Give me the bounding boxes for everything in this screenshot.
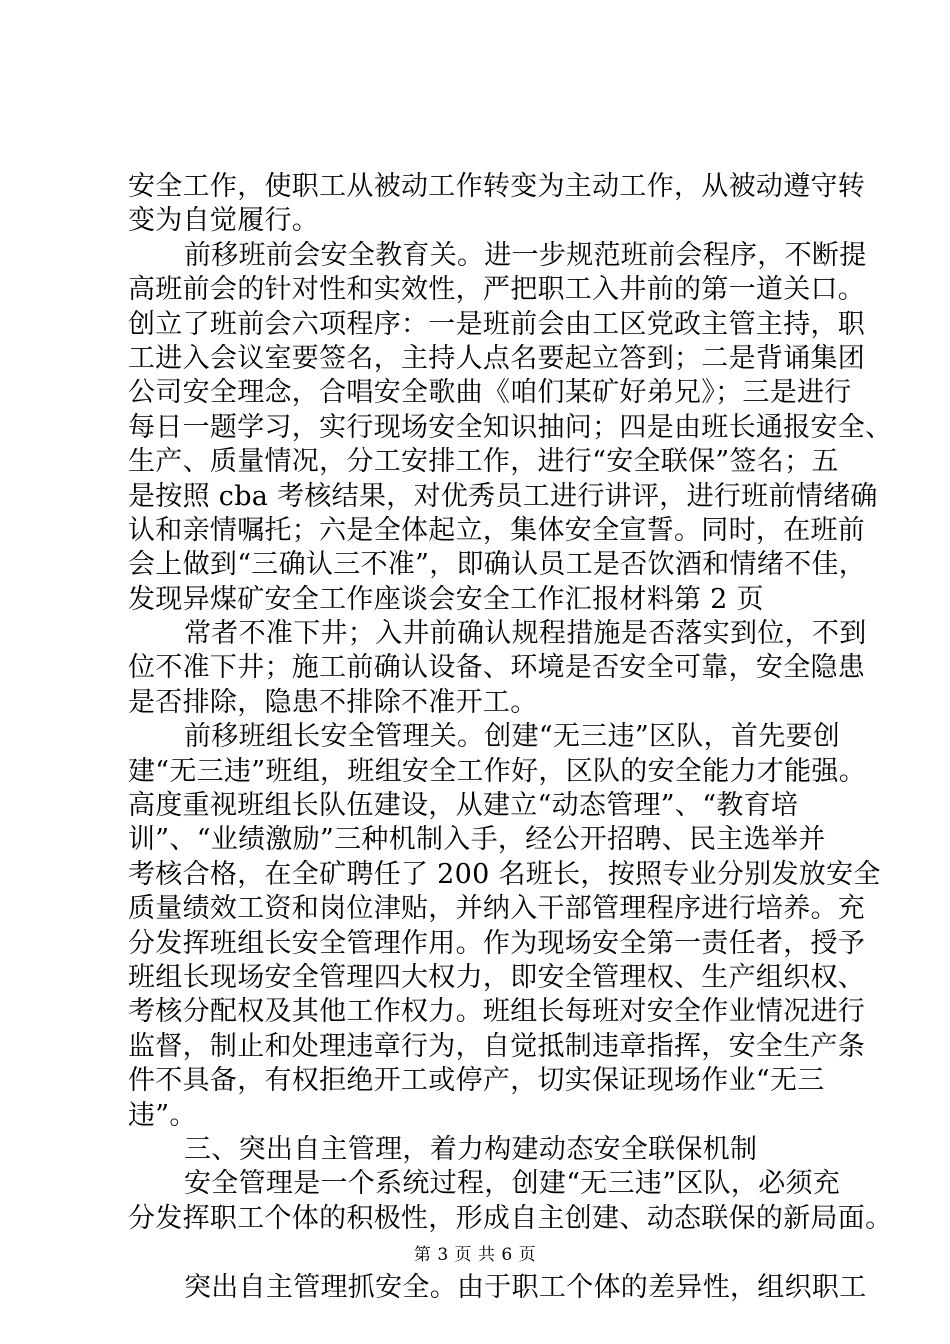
page-footer: 第 3 页 共 6 页: [413, 1245, 537, 1265]
text-line: 训”、“业绩激励”三种机制入手，经公开招聘、民主选举并: [128, 824, 826, 856]
text-line: 是按照 cba 考核结果，对优秀员工进行讲评，进行班前情绪确: [128, 480, 878, 512]
text-line: 质量绩效工资和岗位津贴，并纳入干部管理程序进行培养。充: [128, 893, 866, 925]
text-line: 考核合格，在全矿聘任了 200 名班长，按照专业分别发放安全: [128, 858, 881, 890]
text-line: 违”。: [128, 1099, 197, 1131]
text-line: 监督，制止和处理违章行为，自觉抵制违章指挥，安全生产条: [128, 1030, 866, 1062]
text-line: 件不具备，有权拒绝开工或停产，切实保证现场作业“无三: [128, 1065, 825, 1097]
section-heading: 三、突出自主管理，着力构建动态安全联保机制: [184, 1133, 758, 1165]
document-body: [128, 170, 893, 1305]
text-line: 公司安全理念，合唱安全歌曲《咱们某矿好弟兄》；三是进行: [128, 377, 852, 409]
text-line: 创立了班前会六项程序：一是班前会由工区党政主管主持，职: [128, 308, 866, 340]
text-line: 会上做到“三确认三不准”，即确认员工是否饮酒和情绪不佳，: [128, 549, 867, 581]
text-line: 发现异煤矿安全工作座谈会安全工作汇报材料第 2 页: [128, 583, 764, 615]
text-line: 生产、质量情况，分工安排工作，进行“安全联保”签名；五: [128, 446, 839, 478]
text-line: 每日一题学习，实行现场安全知识抽问；四是由班长通报安全、: [128, 411, 893, 443]
text-line: 认和亲情嘱托；六是全体起立，集体安全宣誓。同时，在班前: [128, 514, 866, 546]
text-line: 建“无三违”班组，班组安全工作好，区队的安全能力才能强。: [128, 755, 867, 787]
paragraph-start-line: 突出自主管理抓安全。由于职工个体的差异性，组织职工: [184, 1271, 867, 1303]
paragraph-start-line: 安全管理是一个系统过程，创建“无三违”区队，必须充: [184, 1168, 841, 1200]
text-line: 工进入会议室要签名，主持人点名要起立答到；二是背诵集团: [128, 342, 866, 374]
text-line: 高班前会的针对性和实效性，严把职工入井前的第一道关口。: [128, 274, 866, 306]
paragraph-start-line: 前移班组长安全管理关。创建“无三违”区队，首先要创: [184, 721, 841, 753]
paragraph-start-line: 常者不准下井；入井前确认规程措施是否落实到位，不到: [184, 618, 867, 650]
text-line: 分发挥职工个体的积极性，形成自主创建、动态联保的新局面。: [128, 1202, 893, 1234]
text-line: 位不准下井；施工前确认设备、环境是否安全可靠，安全隐患: [128, 652, 866, 684]
paragraph-start-line: 前移班前会安全教育关。进一步规范班前会程序，不断提: [184, 239, 867, 271]
text-line: 班组长现场安全管理四大权力，即安全管理权、生产组织权、: [128, 961, 866, 993]
text-line: 高度重视班组长队伍建设，从建立“动态管理”、“教育培: [128, 790, 799, 822]
text-line: 分发挥班组长安全管理作用。作为现场安全第一责任者，授予: [128, 927, 866, 959]
text-line: 是否排除，隐患不排除不准开工。: [128, 686, 538, 718]
text-line: 安全工作，使职工从被动工作转变为主动工作，从被动遵守转: [128, 171, 866, 202]
text-line: 变为自觉履行。: [128, 205, 320, 237]
text-line: 考核分配权及其他工作权力。班组长每班对安全作业情况进行: [128, 996, 866, 1028]
